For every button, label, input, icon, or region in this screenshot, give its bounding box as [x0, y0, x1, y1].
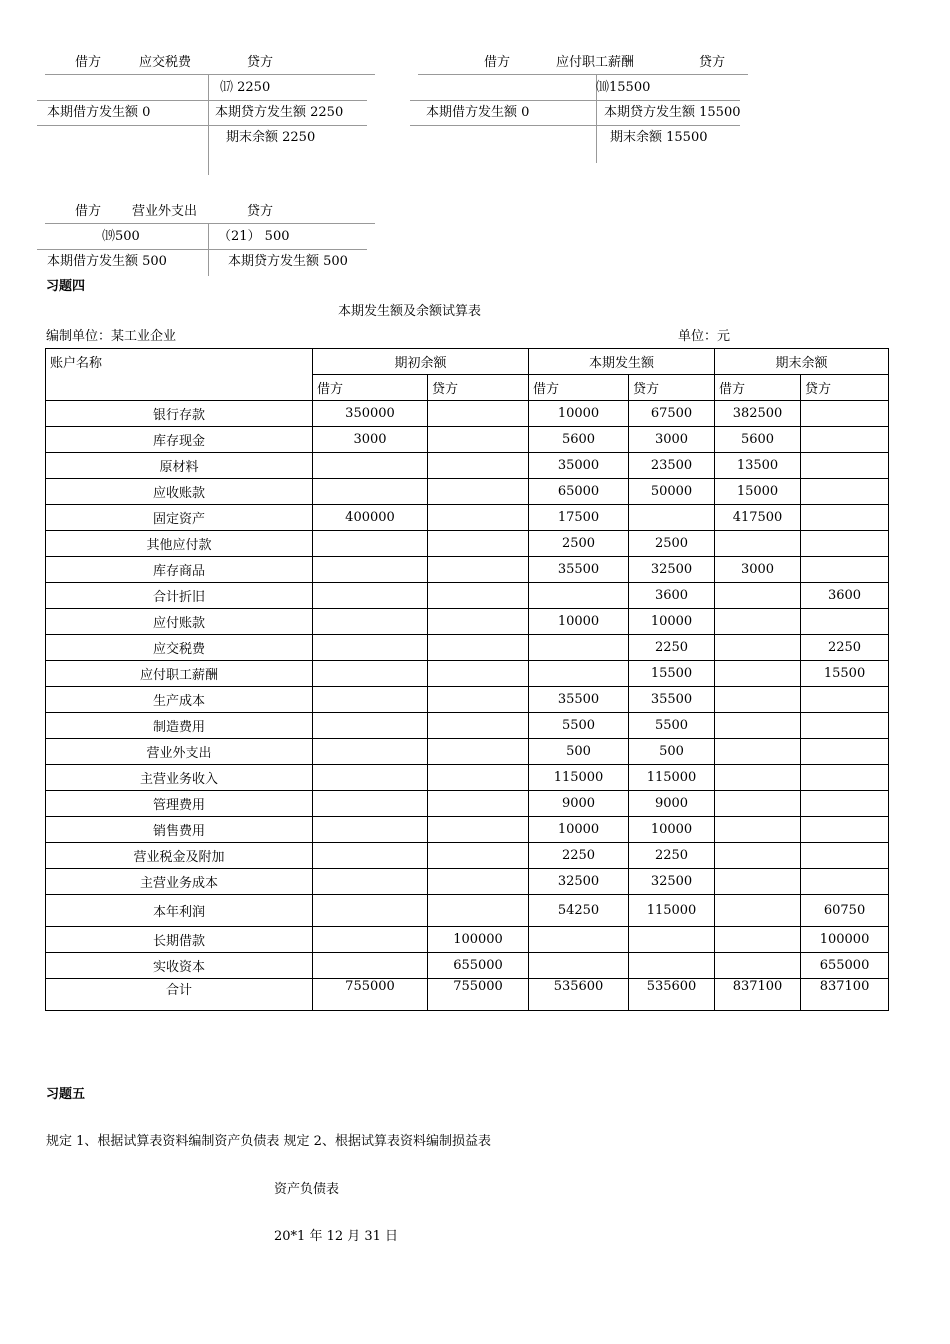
table-row: [46, 979, 889, 1011]
amount-cell: [428, 531, 529, 557]
amount-cell: [428, 713, 529, 739]
t-account-credit-total: 本期贷方发生额 500: [228, 254, 348, 269]
t-account-debit-total: 本期借方发生额 0: [47, 105, 151, 120]
header-credit: 贷方: [428, 375, 529, 401]
table-row: [46, 791, 889, 817]
table-row: [46, 401, 889, 427]
currency-unit: 单位：元: [678, 329, 731, 344]
amount-cell: [715, 609, 801, 635]
amount-cell: [715, 869, 801, 895]
amount-cell: [313, 479, 428, 505]
t-account-balance-line: [37, 125, 367, 126]
table-row: [46, 609, 889, 635]
account-name-cell: 合计折旧: [46, 583, 313, 609]
amount-cell: [715, 843, 801, 869]
amount-cell: [715, 713, 801, 739]
table-row: [46, 927, 889, 953]
t-account-title: 应交税费: [139, 55, 192, 70]
t-account-ending-balance: 期末余额 2250: [226, 130, 316, 145]
amount-cell: 500: [629, 739, 715, 765]
amount-cell: 755000: [428, 979, 529, 1011]
account-name-cell: 管理费用: [46, 791, 313, 817]
preparing-unit: 编制单位：某工业企业: [46, 329, 177, 344]
amount-cell: [801, 687, 889, 713]
amount-cell: [313, 661, 428, 687]
amount-cell: 35000: [529, 453, 629, 479]
account-name-cell: 销售费用: [46, 817, 313, 843]
t-account-credit-label: 贷方: [699, 55, 726, 70]
table-row: [46, 505, 889, 531]
header-debit: 借方: [313, 375, 428, 401]
t-account-divider: [208, 224, 209, 276]
amount-cell: [313, 635, 428, 661]
amount-cell: 535600: [629, 979, 715, 1011]
amount-cell: [428, 869, 529, 895]
account-name-cell: 主营业务成本: [46, 869, 313, 895]
exercise5-requirements: 规定 1、根据试算表资料编制资产负债表 规定 2、根据试算表资料编制损益表: [46, 1134, 491, 1149]
amount-cell: [313, 817, 428, 843]
amount-cell: [529, 583, 629, 609]
amount-cell: [428, 635, 529, 661]
amount-cell: 67500: [629, 401, 715, 427]
t-account-ending-balance: 期末余额 15500: [610, 130, 708, 145]
amount-cell: [715, 817, 801, 843]
account-name-cell: 固定资产: [46, 505, 313, 531]
table-row: [46, 583, 889, 609]
amount-cell: 65000: [529, 479, 629, 505]
t-account-total-line: [37, 249, 367, 250]
amount-cell: [801, 531, 889, 557]
t-account-credit-total: 本期贷方发生额 15500: [604, 105, 741, 120]
amount-cell: 15500: [801, 661, 889, 687]
t-account-credit-label: 贷方: [247, 55, 274, 70]
amount-cell: [801, 479, 889, 505]
amount-cell: 10000: [529, 609, 629, 635]
account-name-cell: 库存现金: [46, 427, 313, 453]
amount-cell: 10000: [629, 817, 715, 843]
t-account-credit-total: 本期贷方发生额 2250: [215, 105, 344, 120]
amount-cell: 2250: [529, 843, 629, 869]
t-account-top-line: [45, 74, 375, 75]
amount-cell: [801, 505, 889, 531]
amount-cell: [801, 791, 889, 817]
exercise5-heading: 习题五: [46, 1087, 86, 1102]
amount-cell: 32500: [629, 557, 715, 583]
amount-cell: [428, 843, 529, 869]
header-opening: 期初余额: [313, 349, 529, 375]
amount-cell: 15000: [715, 479, 801, 505]
amount-cell: [801, 869, 889, 895]
table-row: [46, 869, 889, 895]
amount-cell: 417500: [715, 505, 801, 531]
amount-cell: [313, 713, 428, 739]
amount-cell: [313, 765, 428, 791]
amount-cell: [428, 453, 529, 479]
table-row: [46, 531, 889, 557]
amount-cell: [428, 739, 529, 765]
balance-sheet-title: 资产负债表: [274, 1182, 340, 1197]
amount-cell: 10000: [529, 817, 629, 843]
amount-cell: [428, 895, 529, 927]
trial-balance-table: [45, 348, 889, 1011]
table-row: [46, 661, 889, 687]
amount-cell: [313, 895, 428, 927]
amount-cell: [801, 713, 889, 739]
amount-cell: 3600: [629, 583, 715, 609]
amount-cell: 17500: [529, 505, 629, 531]
amount-cell: [313, 531, 428, 557]
amount-cell: [313, 609, 428, 635]
t-account-credit-entry: （21） 500: [218, 229, 290, 244]
table-row: [46, 817, 889, 843]
amount-cell: 500: [529, 739, 629, 765]
amount-cell: [428, 583, 529, 609]
amount-cell: [428, 401, 529, 427]
account-name-cell: 应交税费: [46, 635, 313, 661]
amount-cell: 3000: [715, 557, 801, 583]
amount-cell: [715, 531, 801, 557]
account-name-cell: 应付账款: [46, 609, 313, 635]
account-name-cell: 营业税金及附加: [46, 843, 313, 869]
header-credit: 贷方: [801, 375, 889, 401]
amount-cell: [428, 765, 529, 791]
t-account-debit-entry: ⒆500: [102, 229, 140, 244]
account-name-cell: 合计: [46, 979, 313, 1011]
account-name-cell: 银行存款: [46, 401, 313, 427]
amount-cell: 350000: [313, 401, 428, 427]
amount-cell: 10000: [529, 401, 629, 427]
amount-cell: 3600: [801, 583, 889, 609]
t-account-debit-label: 借方: [75, 204, 102, 219]
amount-cell: [428, 687, 529, 713]
amount-cell: [313, 687, 428, 713]
amount-cell: [801, 453, 889, 479]
table-row: [46, 453, 889, 479]
amount-cell: 32500: [629, 869, 715, 895]
table-row: [46, 843, 889, 869]
table-row: [46, 635, 889, 661]
amount-cell: [715, 765, 801, 791]
amount-cell: [801, 817, 889, 843]
amount-cell: [313, 739, 428, 765]
amount-cell: [313, 557, 428, 583]
amount-cell: 13500: [715, 453, 801, 479]
header-debit: 借方: [529, 375, 629, 401]
amount-cell: [715, 739, 801, 765]
amount-cell: 60750: [801, 895, 889, 927]
amount-cell: [529, 661, 629, 687]
amount-cell: [428, 791, 529, 817]
t-account-credit-entry: ⑽15500: [596, 80, 651, 95]
amount-cell: [629, 505, 715, 531]
amount-cell: 755000: [313, 979, 428, 1011]
account-name-cell: 库存商品: [46, 557, 313, 583]
amount-cell: [801, 765, 889, 791]
t-account-debit-total: 本期借方发生额 0: [426, 105, 530, 120]
header-ending: 期末余额: [715, 349, 889, 375]
header-period: 本期发生额: [529, 349, 715, 375]
amount-cell: 23500: [629, 453, 715, 479]
table-row: [46, 479, 889, 505]
amount-cell: [313, 583, 428, 609]
table-row: [46, 427, 889, 453]
header-account: 账户名称: [46, 349, 313, 401]
amount-cell: 35500: [529, 687, 629, 713]
amount-cell: 2250: [801, 635, 889, 661]
account-name-cell: 原材料: [46, 453, 313, 479]
amount-cell: 5600: [529, 427, 629, 453]
amount-cell: [715, 635, 801, 661]
amount-cell: 400000: [313, 505, 428, 531]
amount-cell: 655000: [428, 953, 529, 979]
amount-cell: [428, 427, 529, 453]
amount-cell: 2500: [529, 531, 629, 557]
amount-cell: 5500: [629, 713, 715, 739]
trial-balance-title: 本期发生额及余额试算表: [338, 304, 482, 319]
table-row: [46, 895, 889, 927]
amount-cell: [801, 739, 889, 765]
amount-cell: 655000: [801, 953, 889, 979]
account-name-cell: 长期借款: [46, 927, 313, 953]
t-account-debit-label: 借方: [484, 55, 511, 70]
amount-cell: 2250: [629, 635, 715, 661]
amount-cell: [715, 661, 801, 687]
amount-cell: 382500: [715, 401, 801, 427]
amount-cell: [801, 843, 889, 869]
t-account-credit-label: 贷方: [247, 204, 274, 219]
amount-cell: 535600: [529, 979, 629, 1011]
amount-cell: 115000: [629, 895, 715, 927]
amount-cell: [629, 953, 715, 979]
t-account-debit-label: 借方: [75, 55, 102, 70]
amount-cell: [313, 791, 428, 817]
amount-cell: 115000: [629, 765, 715, 791]
amount-cell: 15500: [629, 661, 715, 687]
amount-cell: [313, 927, 428, 953]
table-row: [46, 687, 889, 713]
account-name-cell: 主营业务收入: [46, 765, 313, 791]
exercise4-heading: 习题四: [46, 279, 86, 294]
amount-cell: [428, 609, 529, 635]
amount-cell: 3000: [313, 427, 428, 453]
amount-cell: [715, 687, 801, 713]
amount-cell: [428, 557, 529, 583]
amount-cell: [313, 453, 428, 479]
table-row: [46, 557, 889, 583]
account-name-cell: 其他应付款: [46, 531, 313, 557]
balance-sheet-date: 20*1 年 12 月 31 日: [274, 1229, 399, 1244]
amount-cell: [428, 505, 529, 531]
t-account-balance-line: [410, 125, 740, 126]
amount-cell: [801, 557, 889, 583]
account-name-cell: 应付职工薪酬: [46, 661, 313, 687]
amount-cell: [428, 661, 529, 687]
t-account-top-line: [45, 223, 375, 224]
table-row: [46, 713, 889, 739]
t-account-title: 营业外支出: [132, 204, 198, 219]
amount-cell: 5500: [529, 713, 629, 739]
header-credit: 贷方: [629, 375, 715, 401]
amount-cell: 35500: [629, 687, 715, 713]
amount-cell: [428, 479, 529, 505]
amount-cell: 3000: [629, 427, 715, 453]
table-row: [46, 953, 889, 979]
amount-cell: 2250: [629, 843, 715, 869]
amount-cell: 32500: [529, 869, 629, 895]
amount-cell: 837100: [715, 979, 801, 1011]
amount-cell: [715, 927, 801, 953]
amount-cell: [715, 953, 801, 979]
amount-cell: 54250: [529, 895, 629, 927]
amount-cell: 9000: [529, 791, 629, 817]
amount-cell: [313, 843, 428, 869]
table-header-row: [46, 349, 889, 375]
t-account-total-line: [410, 100, 740, 101]
amount-cell: [629, 927, 715, 953]
amount-cell: [529, 927, 629, 953]
account-name-cell: 应收账款: [46, 479, 313, 505]
account-name-cell: 实收资本: [46, 953, 313, 979]
t-account-total-line: [37, 100, 367, 101]
amount-cell: [313, 869, 428, 895]
account-name-cell: 本年利润: [46, 895, 313, 927]
amount-cell: [715, 583, 801, 609]
amount-cell: [801, 427, 889, 453]
account-name-cell: 营业外支出: [46, 739, 313, 765]
amount-cell: 50000: [629, 479, 715, 505]
amount-cell: 115000: [529, 765, 629, 791]
table-row: [46, 765, 889, 791]
t-account-title: 应付职工薪酬: [556, 55, 635, 70]
amount-cell: [428, 817, 529, 843]
header-debit: 借方: [715, 375, 801, 401]
amount-cell: [801, 401, 889, 427]
table-row: [46, 739, 889, 765]
amount-cell: 10000: [629, 609, 715, 635]
account-name-cell: 生产成本: [46, 687, 313, 713]
amount-cell: [313, 953, 428, 979]
amount-cell: [715, 895, 801, 927]
amount-cell: [529, 953, 629, 979]
amount-cell: 837100: [801, 979, 889, 1011]
t-account-top-line: [418, 74, 748, 75]
amount-cell: 35500: [529, 557, 629, 583]
t-account-credit-entry: ⒄ 2250: [220, 80, 271, 95]
amount-cell: [801, 609, 889, 635]
account-name-cell: 制造费用: [46, 713, 313, 739]
amount-cell: [715, 791, 801, 817]
amount-cell: 2500: [629, 531, 715, 557]
amount-cell: 100000: [801, 927, 889, 953]
amount-cell: 5600: [715, 427, 801, 453]
amount-cell: 9000: [629, 791, 715, 817]
t-account-debit-total: 本期借方发生额 500: [47, 254, 167, 269]
amount-cell: [529, 635, 629, 661]
amount-cell: 100000: [428, 927, 529, 953]
